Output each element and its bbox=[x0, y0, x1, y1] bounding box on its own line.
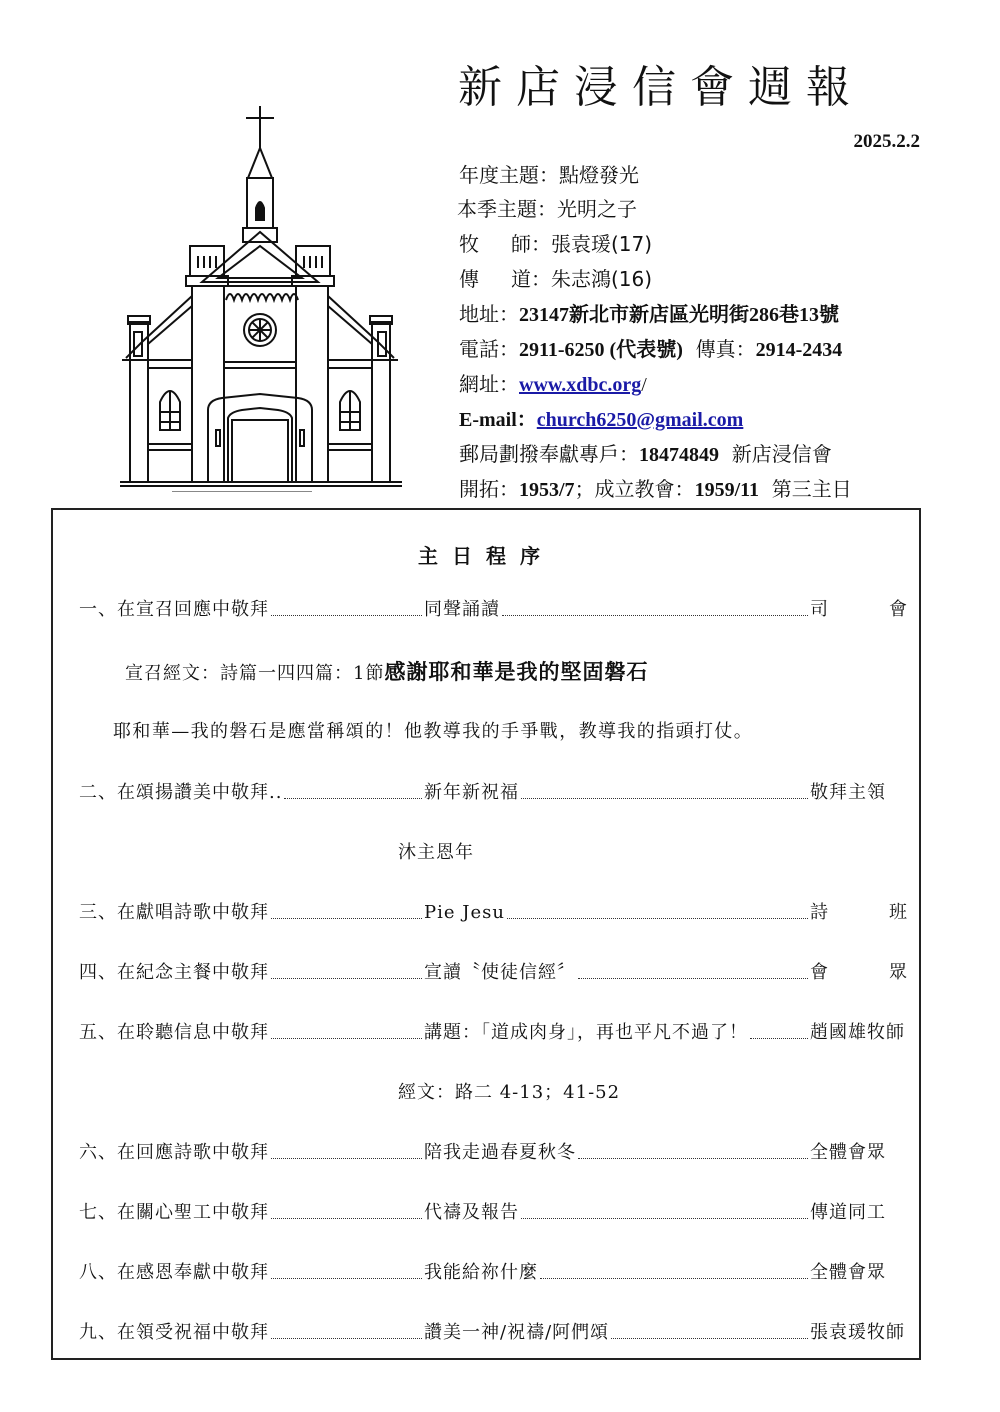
program-part-cell bbox=[79, 1199, 424, 1227]
phone-value: 2911-6250 (代表號) bbox=[519, 339, 683, 361]
pastor-colon: ： bbox=[531, 232, 551, 256]
program-leader: 會 眾 bbox=[810, 962, 908, 983]
established-value: 1959/11 bbox=[694, 479, 760, 501]
program-leader: 全體會眾 bbox=[810, 1142, 886, 1163]
program-part-cell bbox=[79, 779, 424, 807]
program-content-cell bbox=[424, 779, 810, 807]
program-content-cell bbox=[424, 1259, 810, 1287]
fax-value: 2914-2434 bbox=[755, 339, 843, 361]
program-content: 宣讀〝使徒信經〞 bbox=[424, 959, 576, 987]
dot-leader bbox=[271, 1139, 422, 1159]
program-sub-line: 沐主恩年 bbox=[398, 842, 474, 863]
dot-leader bbox=[578, 1139, 808, 1159]
program-part-cell bbox=[79, 596, 424, 624]
pastor-label bbox=[459, 232, 531, 256]
call-verse-text: 耶和華—我的磐石是應當稱頌的！他教導我的手爭戰，教導我的指頭打仗。 bbox=[113, 721, 754, 742]
program-content-cell bbox=[424, 596, 810, 624]
address-value: 23147新北市新店區光明街286巷13號 bbox=[519, 304, 839, 326]
program-content: 我能給祢什麼 bbox=[424, 1259, 538, 1287]
program-leader: 張袁瑗牧師 bbox=[810, 1322, 905, 1343]
dot-leader bbox=[271, 1259, 422, 1279]
website-label: 網址： bbox=[459, 372, 519, 396]
program-item bbox=[79, 1019, 908, 1047]
program-item bbox=[79, 1319, 908, 1347]
cross-icon bbox=[246, 106, 274, 148]
preacher-label-a: 傳 bbox=[459, 267, 492, 291]
dot-leader bbox=[611, 1319, 808, 1339]
preacher-label bbox=[459, 267, 531, 291]
program-part: 二、在頌揚讚美中敬拜.. bbox=[79, 779, 282, 807]
program-content-cell bbox=[424, 1019, 810, 1047]
website-line bbox=[459, 372, 647, 397]
season-theme-value: 光明之子 bbox=[557, 197, 637, 221]
dot-leader bbox=[540, 1259, 808, 1279]
dot-leader bbox=[271, 1199, 422, 1219]
dot-leader bbox=[271, 959, 422, 979]
dot-leader bbox=[521, 1199, 808, 1219]
program-leader: 傳道同工 bbox=[810, 1202, 886, 1223]
bulletin-date: 2025.2.2 bbox=[853, 131, 920, 152]
season-theme-line bbox=[457, 197, 637, 221]
email-link[interactable]: church6250@gmail.com bbox=[536, 409, 744, 431]
address-line bbox=[459, 302, 839, 327]
season-theme-label: 本季主題： bbox=[457, 197, 557, 221]
program-part-cell bbox=[79, 899, 424, 927]
founded-value: 1953/7 bbox=[519, 479, 575, 501]
dot-leader bbox=[271, 596, 422, 616]
dot-leader bbox=[284, 779, 422, 799]
program-title: 主日程序 bbox=[418, 544, 554, 568]
program-content: 陪我走過春夏秋冬 bbox=[424, 1139, 576, 1167]
website-link[interactable]: www.xdbc.org bbox=[519, 374, 642, 396]
email-label: E-mail： bbox=[459, 409, 537, 431]
call-verse-title: 感謝耶和華是我的堅固磐石 bbox=[384, 659, 649, 684]
church-illustration bbox=[112, 100, 428, 492]
established-label: ；成立教會： bbox=[574, 477, 695, 501]
call-verse bbox=[125, 658, 648, 688]
program-leader: 敬拜主領 bbox=[810, 782, 886, 803]
program-content: 代禱及報告 bbox=[424, 1199, 519, 1227]
postal-account: 18474849 bbox=[639, 444, 719, 466]
program-leader: 司 會 bbox=[810, 599, 908, 620]
fax-label: 傳真： bbox=[695, 337, 756, 361]
program-part: 七、在關心聖工中敬拜 bbox=[79, 1199, 269, 1227]
program-content-cell bbox=[424, 959, 810, 987]
founded-line bbox=[459, 477, 852, 502]
program-content: 新年新祝福 bbox=[424, 779, 519, 807]
pastor-label-a: 牧 bbox=[459, 232, 492, 256]
address-label: 地址： bbox=[459, 302, 519, 326]
annual-theme-line bbox=[459, 163, 639, 187]
program-part: 八、在感恩奉獻中敬拜 bbox=[79, 1259, 269, 1287]
program-part: 四、在紀念主餐中敬拜 bbox=[79, 959, 269, 987]
preacher-line bbox=[459, 267, 652, 291]
postal-name: 新店浸信會 bbox=[731, 442, 832, 466]
pastor-value: 張袁瑗(17) bbox=[551, 232, 653, 256]
bulletin-title: 新店浸信會週報 bbox=[458, 62, 864, 113]
phone-line bbox=[459, 337, 842, 362]
program-leader: 詩 班 bbox=[810, 902, 908, 923]
program-content: Pie Jesu bbox=[424, 899, 505, 927]
dot-leader bbox=[507, 899, 808, 919]
program-item bbox=[79, 959, 908, 987]
program-item bbox=[79, 779, 908, 807]
preacher-colon: ： bbox=[531, 267, 551, 291]
pastor-line bbox=[459, 232, 652, 256]
call-verse-ref: 宣召經文：詩篇一四四篇：1節 bbox=[125, 663, 385, 684]
program-content: 講題：「道成肉身」，再也平凡不過了！ bbox=[424, 1019, 748, 1047]
program-content-cell bbox=[424, 1139, 810, 1167]
program-part: 九、在領受祝福中敬拜 bbox=[79, 1319, 269, 1347]
program-sub-line: 經文：路二 4-13；41-52 bbox=[398, 1082, 621, 1103]
program-part-cell bbox=[79, 1019, 424, 1047]
program-leader: 全體會眾 bbox=[810, 1262, 886, 1283]
program-content-cell bbox=[424, 899, 810, 927]
program-part: 三、在獻唱詩歌中敬拜 bbox=[79, 899, 269, 927]
program-part: 五、在聆聽信息中敬拜 bbox=[79, 1019, 269, 1047]
preacher-value: 朱志鴻(16) bbox=[551, 267, 653, 291]
program-part-cell bbox=[79, 1139, 424, 1167]
pastor-label-b: 師 bbox=[511, 232, 532, 256]
third-sunday: 第三主日 bbox=[771, 477, 852, 501]
phone-label: 電話： bbox=[459, 337, 519, 361]
postal-label: 郵局劃撥奉獻專戶： bbox=[459, 442, 639, 466]
program-part: 六、在回應詩歌中敬拜 bbox=[79, 1139, 269, 1167]
founded-label: 開拓： bbox=[459, 477, 519, 501]
program-item bbox=[79, 1139, 908, 1167]
annual-theme-label: 年度主題： bbox=[459, 163, 559, 187]
annual-theme-value: 點燈發光 bbox=[559, 163, 639, 187]
program-part: 一、在宣召回應中敬拜 bbox=[79, 596, 269, 624]
dot-leader bbox=[750, 1019, 808, 1039]
program-item bbox=[79, 1259, 908, 1287]
dot-leader bbox=[271, 899, 422, 919]
program-content-cell bbox=[424, 1319, 810, 1347]
dot-leader bbox=[578, 959, 808, 979]
email-line bbox=[459, 407, 743, 432]
program-content: 讚美一神/祝禱/阿們頌 bbox=[424, 1319, 609, 1347]
program-leader: 趙國雄牧師 bbox=[810, 1022, 905, 1043]
dot-leader bbox=[521, 779, 808, 799]
dot-leader bbox=[502, 596, 808, 616]
preacher-label-b: 道 bbox=[511, 267, 532, 291]
program-box bbox=[51, 508, 921, 1360]
dot-leader bbox=[271, 1319, 422, 1339]
program-content: 同聲誦讀 bbox=[424, 596, 500, 624]
program-part-cell bbox=[79, 959, 424, 987]
postal-line bbox=[459, 442, 832, 467]
program-item bbox=[79, 1199, 908, 1227]
website-suffix: / bbox=[641, 374, 647, 396]
program-item bbox=[79, 596, 908, 624]
program-content-cell bbox=[424, 1199, 810, 1227]
program-part-cell bbox=[79, 1259, 424, 1287]
dot-leader bbox=[271, 1019, 422, 1039]
program-item bbox=[79, 899, 908, 927]
program-part-cell bbox=[79, 1319, 424, 1347]
